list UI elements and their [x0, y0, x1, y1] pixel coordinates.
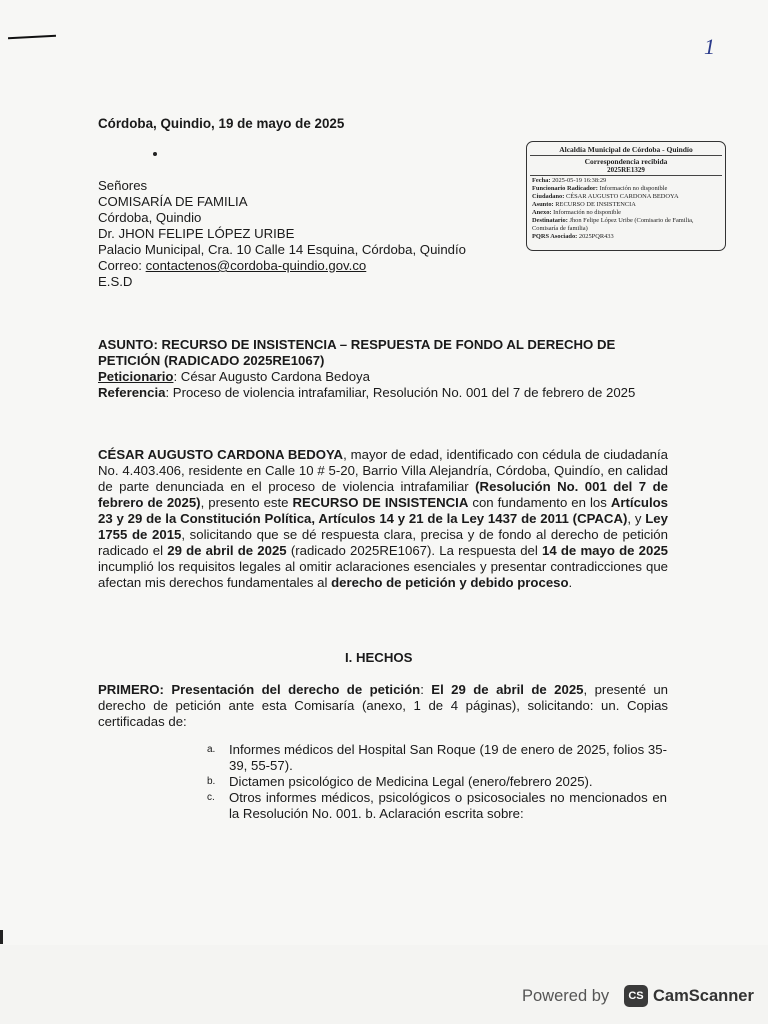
pen-mark	[8, 35, 56, 40]
email-label: Correo:	[98, 258, 146, 273]
peticionario: Peticionario: César Augusto Cardona Bedoya	[98, 369, 370, 384]
stamp-line: Funcionario Radicador: Información no disponible	[532, 185, 668, 192]
primero-paragraph: PRIMERO: Presentación del derecho de petición: El 29 de abril de 2025, presenté un derecho de petición ante esta Comisaría (anexo, 1 de 4 páginas), solicitando: un. Copias certificadas de:	[98, 682, 668, 729]
recipient-email-line	[98, 258, 366, 274]
stamp-title: Alcaldía Municipal de Córdoba - Quindío	[559, 145, 693, 154]
city-date: Córdoba, Quindio, 19 de mayo de 2025	[98, 116, 345, 131]
asunto-line-2: PETICIÓN (RADICADO 2025RE1067)	[98, 353, 325, 368]
stamp-line: Destinatario: Jhon Felipe López Uribe (Comisario de Familia, Comisaría de familia)	[532, 217, 694, 232]
salutation: Señores	[98, 178, 148, 193]
list-item: c. Otros informes médicos, psicológicos o psicosociales no mencionados en la Resolución No. 001. b. Aclaración escrita sobre:	[207, 790, 667, 821]
request-list	[207, 742, 667, 822]
recipient-entity: COMISARÍA DE FAMILIA	[98, 194, 248, 209]
stamp-rule	[530, 155, 722, 156]
body-paragraph: CÉSAR AUGUSTO CARDONA BEDOYA, mayor de edad, identificado con cédula de ciudadanía No. 4.403.406, residente en Calle 10 # 5-20, Barrio Villa Alejandría, Córdoba, Quindío, en calidad de parte denunciada en el proceso de violencia intrafamiliar (Resolución No. 001 del 7 de febrero de 2025), presento este RECURSO DE INSISTENCIA con fundamento en los Artículos 23 y 29 de la Constitución Política, Artículos 14 y 21 de la Ley 1437 de 2011 (CPACA), y Ley 1755 de 2015, solicitando que se dé respuesta clara, precisa y de fondo al derecho de petición radicado el 29 de abril de 2025 (radicado 2025RE1067). La respuesta del 14 de mayo de 2025 incumplió los requisitos legales al omitir aclaraciones esenciales y presentar contradicciones que afectan mis derechos fundamentales al derecho de petición y debido proceso.	[98, 447, 669, 590]
asunto-line-1: ASUNTO: RECURSO DE INSISTENCIA – RESPUESTA DE FONDO AL DERECHO DE	[98, 337, 616, 352]
camscanner-brand: CamScanner	[653, 987, 754, 1005]
camscanner-logo-icon: CS	[624, 985, 648, 1007]
reception-stamp	[526, 141, 726, 251]
stamp-line: Asunto: RECURSO DE INSISTENCIA	[532, 201, 636, 208]
stamp-line: Ciudadano: CÉSAR AUGUSTO CARDONA BEDOYA	[532, 193, 679, 200]
recipient-name: Dr. JHON FELIPE LÓPEZ URIBE	[98, 226, 295, 241]
stamp-line: PQRS Asociado: 2025PQR433	[532, 233, 614, 240]
recipient-city: Córdoba, Quindio	[98, 210, 202, 225]
referencia: Referencia: Proceso de violencia intrafamiliar, Resolución No. 001 del 7 de febrero de 2025	[98, 385, 636, 400]
list-item: b. Dictamen psicológico de Medicina Legal (enero/febrero 2025).	[207, 774, 593, 789]
handwritten-page-number: 1	[704, 34, 715, 59]
esd: E.S.D	[98, 274, 133, 289]
hechos-heading: I. HECHOS	[345, 650, 413, 665]
scan-edge-mark	[0, 930, 3, 944]
stamp-subtitle: Correspondencia recibida	[584, 157, 668, 166]
stamp-code: 2025RE1329	[607, 166, 645, 174]
stamp-line: Anexo: Información no disponible	[532, 209, 621, 216]
powered-by-label: Powered by	[522, 987, 610, 1005]
email-link[interactable]: contactenos@cordoba-quindio.gov.co	[145, 258, 367, 273]
stamp-rule	[530, 175, 722, 176]
recipient-address: Palacio Municipal, Cra. 10 Calle 14 Esquina, Córdoba, Quindío	[98, 242, 466, 257]
list-item: a. Informes médicos del Hospital San Roque (19 de enero de 2025, folios 35-39, 55-57).	[207, 742, 667, 773]
stamp-line: Fecha: 2025-05-19 16:38:29	[532, 177, 607, 184]
ink-dot	[153, 152, 157, 156]
